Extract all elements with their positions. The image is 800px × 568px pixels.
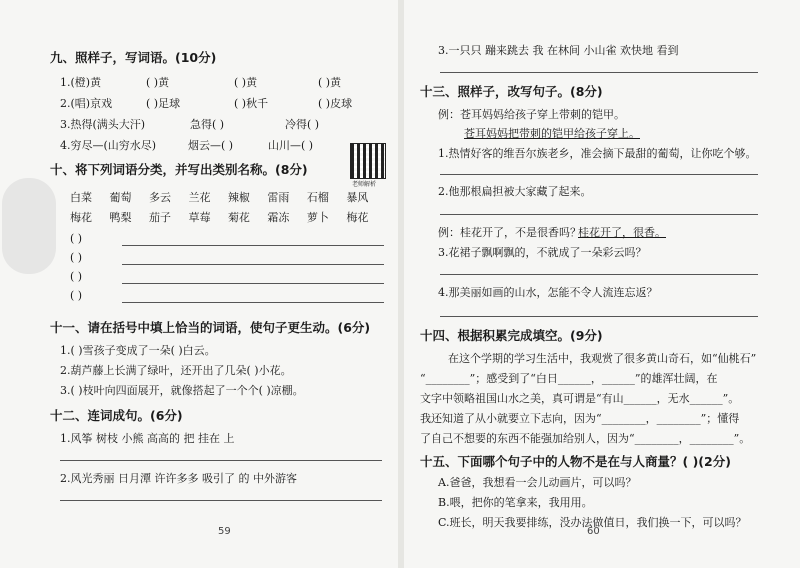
s10-blank-1[interactable]: ( ) xyxy=(70,232,83,245)
page-number-left: 59 xyxy=(218,526,231,537)
s14-para-3: 文字中领略祖国山水之美，真可谓是“有山______，无水______”。 xyxy=(420,392,740,405)
s13-q3: 3.花裙子飘啊飘的，不就成了一朵彩云吗？ xyxy=(438,246,647,259)
s9-r2-c2: ( )足球 xyxy=(146,97,181,110)
s13-example-1-answer: 苍耳妈妈把带刺的铠甲给孩子穿上。 xyxy=(464,127,640,140)
s11-line-2: 2.葫芦藤上长满了绿叶，还开出了几朵( )小花。 xyxy=(60,364,292,377)
s10-line-2[interactable] xyxy=(122,264,384,265)
s9-r1-c4: ( )黄 xyxy=(318,76,342,89)
section-14-title: 十四、根据积累完成填空。(9分) xyxy=(420,328,603,343)
s9-r2-c3: ( )秋千 xyxy=(234,97,269,110)
s13-example-2-answer: 桂花开了，很香。 xyxy=(578,226,666,239)
word: 霜冻 xyxy=(267,211,290,224)
s12-answer-line-2[interactable] xyxy=(60,500,382,501)
word: 茄子 xyxy=(148,211,171,224)
s15-option-b[interactable]: B.喂，把你的笔拿来，我用用。 xyxy=(438,496,593,509)
word: 雷雨 xyxy=(267,191,290,204)
s15-option-a[interactable]: A.爸爸，我想看一会儿动画片，可以吗？ xyxy=(438,476,637,489)
s12-line-3: 3.一只只 蹦来跳去 我 在林间 小山雀 欢快地 看到 xyxy=(438,44,679,57)
word: 暴风 xyxy=(346,191,369,204)
s14-para-2: “________”；感受到了“白日______，______”的雄浑壮阔，在 xyxy=(420,372,718,385)
word: 鸭梨 xyxy=(109,211,132,224)
s13-answer-line-2[interactable] xyxy=(440,214,758,215)
word: 草莓 xyxy=(188,211,211,224)
word: 菊花 xyxy=(227,211,250,224)
s13-q2: 2.他那根扁担被大家藏了起来。 xyxy=(438,185,592,198)
s9-r4-c2: 烟云—( ) xyxy=(188,139,234,152)
s9-r1-c3: ( )黄 xyxy=(234,76,258,89)
section-10-title: 十、将下列词语分类，并写出类别名称。(8分) xyxy=(50,162,308,177)
qr-label: 老师解析 xyxy=(352,181,377,188)
word: 葡萄 xyxy=(109,191,132,204)
s13-example-1: 例：苍耳妈妈给孩子穿上带刺的铠甲。 xyxy=(438,108,625,121)
word: 白菜 xyxy=(70,191,92,204)
s13-answer-line-4[interactable] xyxy=(440,316,758,317)
section-13-title: 十三、照样子，改写句子。(8分) xyxy=(420,84,603,99)
s12-answer-line-1[interactable] xyxy=(60,460,382,461)
s10-line-4[interactable] xyxy=(122,302,384,303)
s12-line-1: 1.风筝 树枝 小熊 高高的 把 挂在 上 xyxy=(60,432,235,445)
s14-para-4: 我还知道了从小就要立下志向，因为“________，________”；懂得 xyxy=(420,412,740,425)
word: 多云 xyxy=(148,191,171,204)
s14-para-1: 在这个学期的学习生活中，我观赏了很多黄山奇石，如“仙桃石” xyxy=(448,352,757,365)
s9-r3-c2: 急得( ) xyxy=(190,118,225,131)
s11-line-1: 1.( )雪孩子变成了一朵( )白云。 xyxy=(60,344,216,357)
s11-line-3: 3.( )枝叶向四面展开，就像搭起了一个个( )凉棚。 xyxy=(60,384,304,397)
s9-r4-c3: 山川—( ) xyxy=(268,139,314,152)
faded-stamp xyxy=(2,178,56,274)
s10-words-row2 xyxy=(70,209,368,225)
section-12-title: 十二、连词成句。(6分) xyxy=(50,408,183,423)
s13-answer-line-1[interactable] xyxy=(440,174,758,175)
s12-answer-line-3[interactable] xyxy=(440,72,758,73)
s13-example-2: 例：桂花开了，不是很香吗？ xyxy=(438,226,581,239)
s15-option-c[interactable]: C.班长，明天我要排练，没办法做值日，我们换一下，可以吗？ xyxy=(438,516,747,529)
s10-line-3[interactable] xyxy=(122,283,384,284)
s10-words-row1 xyxy=(70,189,368,205)
s13-q4: 4.那美丽如画的山水，怎能不令人流连忘返？ xyxy=(438,286,658,299)
s9-r1-c1: 1.(橙)黄 xyxy=(60,76,102,89)
word: 兰花 xyxy=(188,191,211,204)
s9-r4-c1: 4.穷尽—(山穷水尽) xyxy=(60,139,157,152)
word: 石榴 xyxy=(306,191,329,204)
s10-blank-3[interactable]: ( ) xyxy=(70,270,83,283)
s14-para-5: 了自己不想要的东西不能强加给别人，因为“________，________”。 xyxy=(420,432,751,445)
s10-line-1[interactable] xyxy=(122,245,384,246)
section-11-title: 十一、请在括号中填上恰当的词语，使句子更生动。(6分) xyxy=(50,320,371,335)
s12-line-2: 2.风光秀丽 日月潭 许许多多 吸引了 的 中外游客 xyxy=(60,472,297,485)
s10-blank-4[interactable]: ( ) xyxy=(70,289,83,302)
page-gutter xyxy=(398,0,404,568)
s9-r1-c2: ( )黄 xyxy=(146,76,170,89)
page-number-right: 60 xyxy=(587,526,600,537)
section-9-title: 九、照样子，写词语。(10分) xyxy=(50,50,217,65)
s10-blank-2[interactable]: ( ) xyxy=(70,251,83,264)
word: 梅花 xyxy=(70,211,92,224)
word: 萝卜 xyxy=(306,211,329,224)
s9-r2-c4: ( )皮球 xyxy=(318,97,353,110)
section-15-title: 十五、下面哪个句子中的人物不是在与人商量？( )(2分) xyxy=(420,454,731,469)
s9-r2-c1: 2.(唱)京戏 xyxy=(60,97,113,110)
s9-r3-c3: 冷得( ) xyxy=(285,118,320,131)
word: 辣椒 xyxy=(227,191,250,204)
s13-answer-line-3[interactable] xyxy=(440,274,758,275)
s9-r3-c1: 3.热得(满头大汗) xyxy=(60,118,146,131)
s13-q1: 1.热情好客的维吾尔族老乡，准会摘下最甜的葡萄，让你吃个够。 xyxy=(438,147,757,160)
word: 梅花 xyxy=(346,211,369,224)
qr-code[interactable] xyxy=(350,143,386,179)
